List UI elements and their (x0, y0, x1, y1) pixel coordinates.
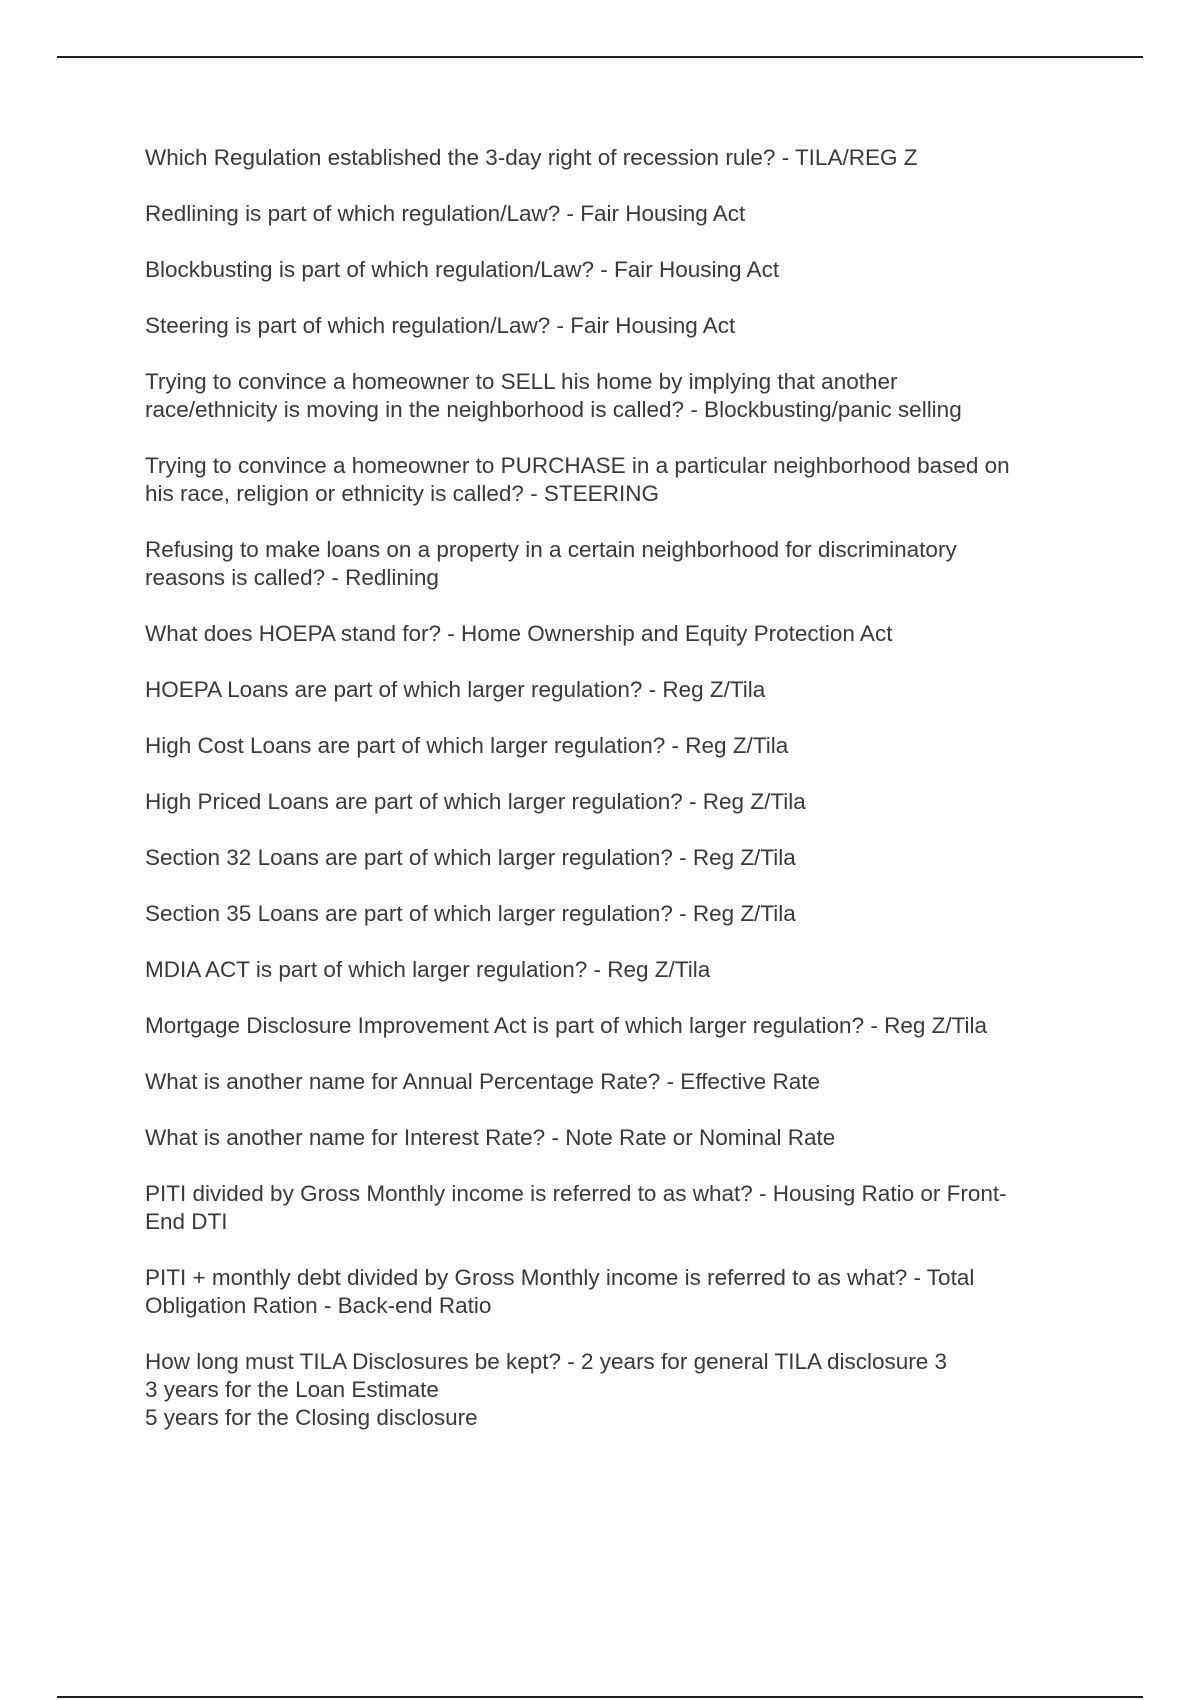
qa-item-18: PITI divided by Gross Monthly income is referred to as what? - Housing Ratio or Front- End DTI (145, 1181, 1007, 1234)
qa-item-4: Steering is part of which regulation/Law? - Fair Housing Act (145, 313, 736, 338)
qa-item-17: What is another name for Interest Rate? - Note Rate or Nominal Rate (145, 1125, 836, 1150)
qa-item-13: Section 35 Loans are part of which larger regulation? - Reg Z/Tila (145, 901, 796, 926)
qa-item-8: What does HOEPA stand for? - Home Ownership and Equity Protection Act (145, 621, 893, 646)
bottom-rule (57, 1696, 1143, 1698)
qa-item-16: What is another name for Annual Percentage Rate? - Effective Rate (145, 1069, 820, 1094)
qa-item-5: Trying to convince a homeowner to SELL his home by implying that another race/ethnicity is moving in the neighborhood is called? - Blockbusting/panic selling (145, 369, 962, 422)
qa-item-2: Redlining is part of which regulation/Law? - Fair Housing Act (145, 201, 746, 226)
top-rule (57, 56, 1143, 58)
qa-item-10: High Cost Loans are part of which larger regulation? - Reg Z/Tila (145, 733, 789, 758)
qa-item-9: HOEPA Loans are part of which larger regulation? - Reg Z/Tila (145, 677, 766, 702)
document-body (145, 144, 1085, 1460)
qa-item-7: Refusing to make loans on a property in a certain neighborhood for discriminatory reasons is called? - Redlining (145, 537, 957, 590)
qa-item-19: PITI + monthly debt divided by Gross Monthly income is referred to as what? - Total Obligation Ration - Back-end Ratio (145, 1265, 975, 1318)
qa-item-20: How long must TILA Disclosures be kept? - 2 years for general TILA disclosure 3 3 years for the Loan Estimate 5 years for the Closing disclosure (145, 1349, 948, 1430)
qa-item-1: Which Regulation established the 3-day right of recession rule? - TILA/REG Z (145, 145, 918, 170)
qa-item-12: Section 32 Loans are part of which larger regulation? - Reg Z/Tila (145, 845, 796, 870)
qa-item-11: High Priced Loans are part of which larger regulation? - Reg Z/Tila (145, 789, 806, 814)
qa-item-6: Trying to convince a homeowner to PURCHASE in a particular neighborhood based on his race, religion or ethnicity is called? - STEERING (145, 453, 1010, 506)
qa-item-14: MDIA ACT is part of which larger regulation? - Reg Z/Tila (145, 957, 711, 982)
qa-item-15: Mortgage Disclosure Improvement Act is part of which larger regulation? - Reg Z/Tila (145, 1013, 988, 1038)
qa-item-3: Blockbusting is part of which regulation/Law? - Fair Housing Act (145, 257, 780, 282)
